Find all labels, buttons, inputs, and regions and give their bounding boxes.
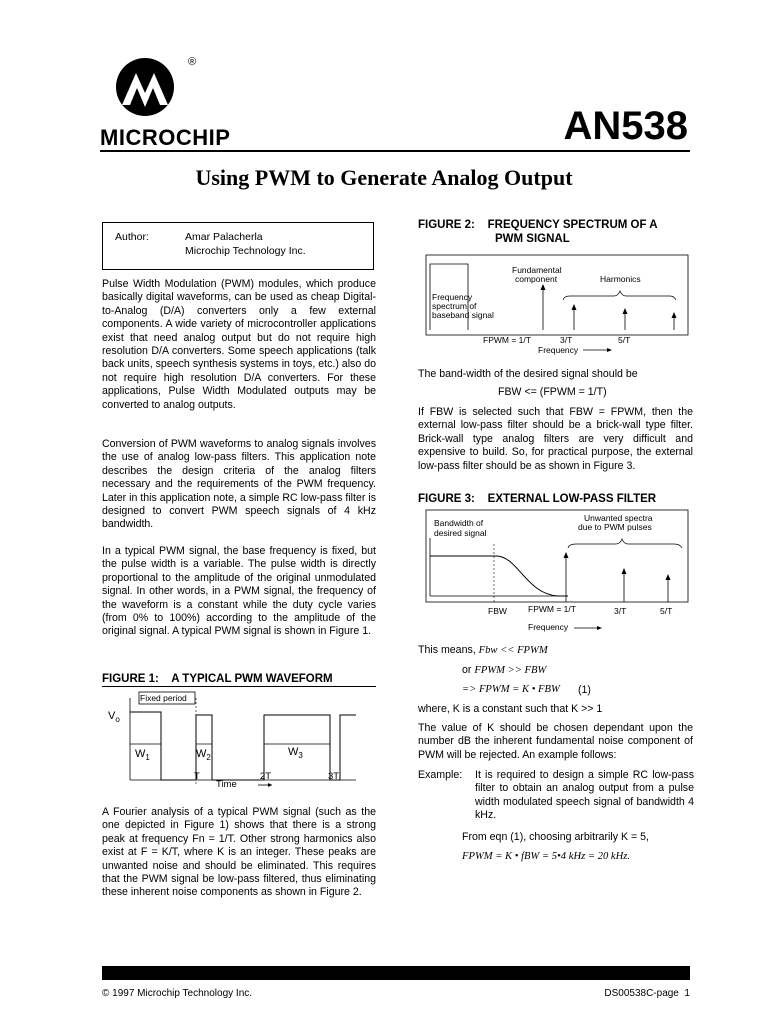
fpwm-tick-label: FPWM = 1/T: [483, 335, 531, 345]
author-name: Amar Palacherla: [185, 231, 263, 243]
figure-3-caption: FIGURE 3: EXTERNAL LOW-PASS FILTER: [418, 493, 657, 505]
spectrum-label-3: baseband signal: [432, 310, 494, 320]
t-label: T: [194, 771, 200, 782]
k-choice-paragraph: The value of K should be chosen dependant upon the number dB the inherent fundamental noise component of PWM will be rejected. An example follows:: [418, 722, 693, 761]
author-box: [102, 222, 374, 270]
frequency-axis-label: Frequency: [528, 622, 569, 632]
k-equation: => FPWM = K • FBW: [462, 684, 560, 695]
unwanted-brace: [568, 539, 682, 548]
figure-2-diagram: [418, 250, 693, 360]
or-line: or FPWM >> FBW: [462, 664, 547, 676]
3t-tick-label: 3/T: [614, 606, 627, 616]
from-eqn-text: From eqn (1), choosing arbitrarily K = 5,: [462, 831, 649, 843]
unwanted-label-2: due to PWM pulses: [578, 522, 652, 532]
footer-bar: [102, 966, 690, 980]
registered-mark: ®: [188, 56, 197, 68]
figure-1-rule: [102, 686, 376, 687]
figure-3-diagram: [418, 508, 693, 634]
pwm-description-paragraph: In a typical PWM signal, the base frequency is fixed, but the pulse width is a variable. The pulse width is directly proportional to the amplitude of the original unmodulated signal. In other words, in a PWM signal, the frequency of the waveform is a constant while the duty cycle varies (from 0% to 100%) according to the amplitude of the original signal. A typical PWM signal is shown in Figure 1.: [102, 545, 376, 638]
w2-label: $W_2$: [196, 748, 211, 763]
3t-label: 3T: [328, 771, 340, 782]
footer-page-number: DS00538C-page 1: [604, 988, 690, 999]
2t-label: 2T: [260, 771, 272, 782]
w3-label: $W_3$: [288, 746, 303, 761]
pwm-waveform: [130, 712, 356, 780]
means-line: This means, Fbw << FPWM: [418, 644, 548, 656]
spectrum-label-2: spectrum of: [432, 301, 477, 311]
unwanted-label-1: Unwanted spectra: [584, 513, 653, 523]
fpwm-tick-label: FPWM = 1/T: [528, 604, 576, 614]
microchip-logo: [100, 55, 250, 150]
brickwall-paragraph: If FBW is selected such that FBW = FPWM, then the external low-pass filter should be a brick-wall type filter. Brick-wall type analog filters are very difficult and expensive to build. So, for practical purpose, the external low-pass filter should be as shown in Figure 3.: [418, 406, 693, 472]
conversion-paragraph: Conversion of PWM waveforms to analog signals involves the use of analog low-pass filters. This application note describes the design criteria of the analog filters necessary and the requirements of the PWM frequency. Later in this application note, a simple RC low-pass filter is designed to convert PWM speech signals of 4 kHz bandwidth.: [102, 438, 376, 531]
page-title: Using PWM to Generate Analog Output: [195, 165, 573, 190]
harmonics-label: Harmonics: [600, 274, 641, 284]
bandwidth-equation: FBW <= (FPWM = 1/T): [498, 386, 607, 398]
vo-label: $V_o$: [108, 710, 120, 725]
bandwidth-label-2: desired signal: [434, 528, 487, 538]
5t-tick-label: 5/T: [618, 335, 631, 345]
figure-1-caption: FIGURE 1: A TYPICAL PWM WAVEFORM: [102, 673, 333, 685]
3t-tick-label: 3/T: [560, 335, 573, 345]
footer-copyright: © 1997 Microchip Technology Inc.: [102, 988, 253, 999]
filter-response-curve: [430, 556, 568, 596]
logo-text: MICROCHIP: [100, 125, 231, 150]
bandwidth-label-1: Bandwidth of: [434, 518, 484, 528]
5t-tick-label: 5/T: [660, 606, 673, 616]
fundamental-label-1: Fundamental: [512, 265, 562, 275]
fundamental-label-2: component: [515, 274, 558, 284]
fbw-tick-label: FBW: [488, 606, 507, 616]
intro-paragraph: Pulse Width Modulation (PWM) modules, which produce basically digital waveforms, can be used as cheap Digital-to-Analog (D/A) converters only a few external components. A wide variety of microcontroller applications exist that need analog output but do not require high resolution D/A converters. Some speech applications (talk back units, speech synthesis systems in toys, etc.) also do not require high resolution D/A converters. For these applications, Pulse Width Modulated outputs may be converted to analog outputs.: [102, 278, 376, 411]
equation-number: (1): [578, 684, 591, 696]
doc-number: AN538: [563, 104, 688, 148]
figure-1-diagram: [102, 688, 376, 798]
header-rule: [100, 150, 690, 152]
final-equation: FPWM = K • fBW = 5•4 kHz = 20 kHz.: [462, 851, 631, 862]
harmonics-brace: [563, 291, 676, 300]
example-text: It is required to design a simple RC low-pass filter to obtain an analog output from a pulse width modulated speech signal of bandwidth 4 kHz.: [475, 769, 694, 822]
example-label: Example:: [418, 769, 463, 781]
fixed-period-label: Fixed period: [140, 693, 187, 703]
frequency-axis-label: Frequency: [538, 345, 579, 355]
where-text: where, K is a constant such that K >> 1: [418, 703, 603, 715]
author-label: Author:: [115, 231, 149, 243]
bandwidth-text: The band-width of the desired signal should be: [418, 368, 638, 380]
fourier-paragraph: A Fourier analysis of a typical PWM signal (such as the one depicted in Figure 1) shows that there is a strong peak at frequency Fn = 1/T. Other strong harmonics also exist at F = K/T, where K is an integer. These peaks are unwanted noise and should be eliminated. This requires that the PWM signal be low-pass filtered, thus eliminating these inherent noise components as shown in Figure 2.: [102, 806, 376, 899]
time-label: Time: [216, 779, 237, 790]
figure-2-caption: FIGURE 2: FREQUENCY SPECTRUM OF A PWM SIGNAL: [418, 219, 658, 245]
author-company: Microchip Technology Inc.: [185, 245, 306, 257]
w1-label: $W_1$: [135, 748, 150, 763]
spectrum-label-1: Frequency: [432, 292, 473, 302]
